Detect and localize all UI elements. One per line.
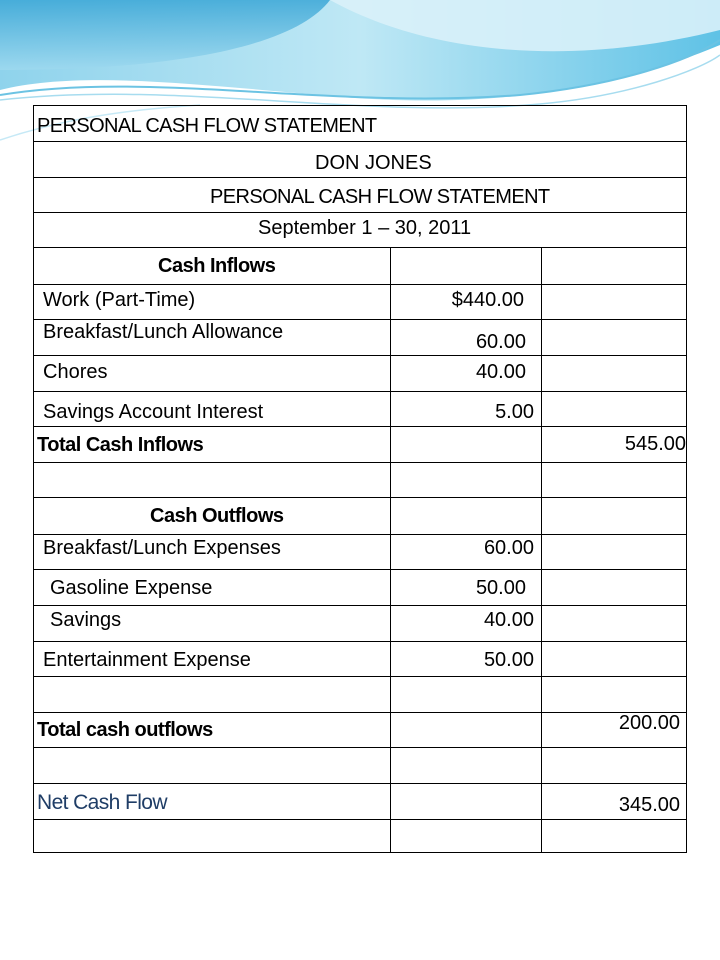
row-divider [34, 462, 686, 463]
inflow-amount: 40.00 [475, 361, 526, 383]
row-divider [34, 819, 686, 820]
row-divider [34, 641, 686, 642]
outflow-label: Entertainment Expense [43, 649, 251, 671]
statement-subtitle: PERSONAL CASH FLOW STATEMENT [210, 186, 550, 208]
outflow-amount: 50.00 [483, 649, 534, 671]
row-divider [34, 534, 686, 535]
row-divider [34, 355, 686, 356]
outflow-amount: 50.00 [475, 577, 526, 599]
total-inflows-amount: 545.00 [624, 433, 686, 455]
row-divider [34, 319, 686, 320]
row-divider [34, 212, 686, 213]
outflow-label: Savings [50, 609, 122, 631]
cash-inflows-heading: Cash Inflows [158, 255, 276, 277]
inflow-amount: 60.00 [475, 331, 526, 353]
outflow-label: Breakfast/Lunch Expenses [43, 537, 281, 559]
row-divider [34, 284, 686, 285]
inflow-amount: 5.00 [495, 401, 534, 423]
total-inflows-label: Total Cash Inflows [37, 434, 204, 456]
outflow-amount: 60.00 [483, 537, 534, 559]
row-divider [34, 141, 686, 142]
inflow-amount: $440.00 [451, 289, 524, 311]
total-outflows-amount: 200.00 [618, 712, 680, 734]
inflow-label: Chores [43, 361, 108, 383]
inflow-label: Breakfast/Lunch Allowance [43, 321, 284, 343]
column-divider [541, 247, 542, 853]
outflow-label: Gasoline Expense [50, 577, 213, 599]
statement-owner-name: DON JONES [315, 152, 432, 174]
inflow-label: Savings Account Interest [43, 401, 264, 423]
row-divider [34, 605, 686, 606]
cash-outflows-heading: Cash Outflows [150, 505, 284, 527]
row-divider [34, 177, 686, 178]
net-cash-flow-amount: 345.00 [618, 794, 680, 816]
row-divider [34, 391, 686, 392]
net-cash-flow-label: Net Cash Flow [37, 791, 167, 814]
row-divider [34, 783, 686, 784]
header-title: PERSONAL CASH FLOW STATEMENT [37, 115, 377, 137]
row-divider [34, 497, 686, 498]
column-divider [390, 247, 391, 853]
row-divider [34, 247, 686, 248]
inflow-label: Work (Part-Time) [43, 289, 196, 311]
row-divider [34, 712, 686, 713]
row-divider [34, 676, 686, 677]
outflow-amount: 40.00 [483, 609, 534, 631]
total-outflows-label: Total cash outflows [37, 719, 213, 741]
row-divider [34, 747, 686, 748]
row-divider [34, 569, 686, 570]
row-divider [34, 426, 686, 427]
statement-period: September 1 – 30, 2011 [258, 217, 472, 239]
